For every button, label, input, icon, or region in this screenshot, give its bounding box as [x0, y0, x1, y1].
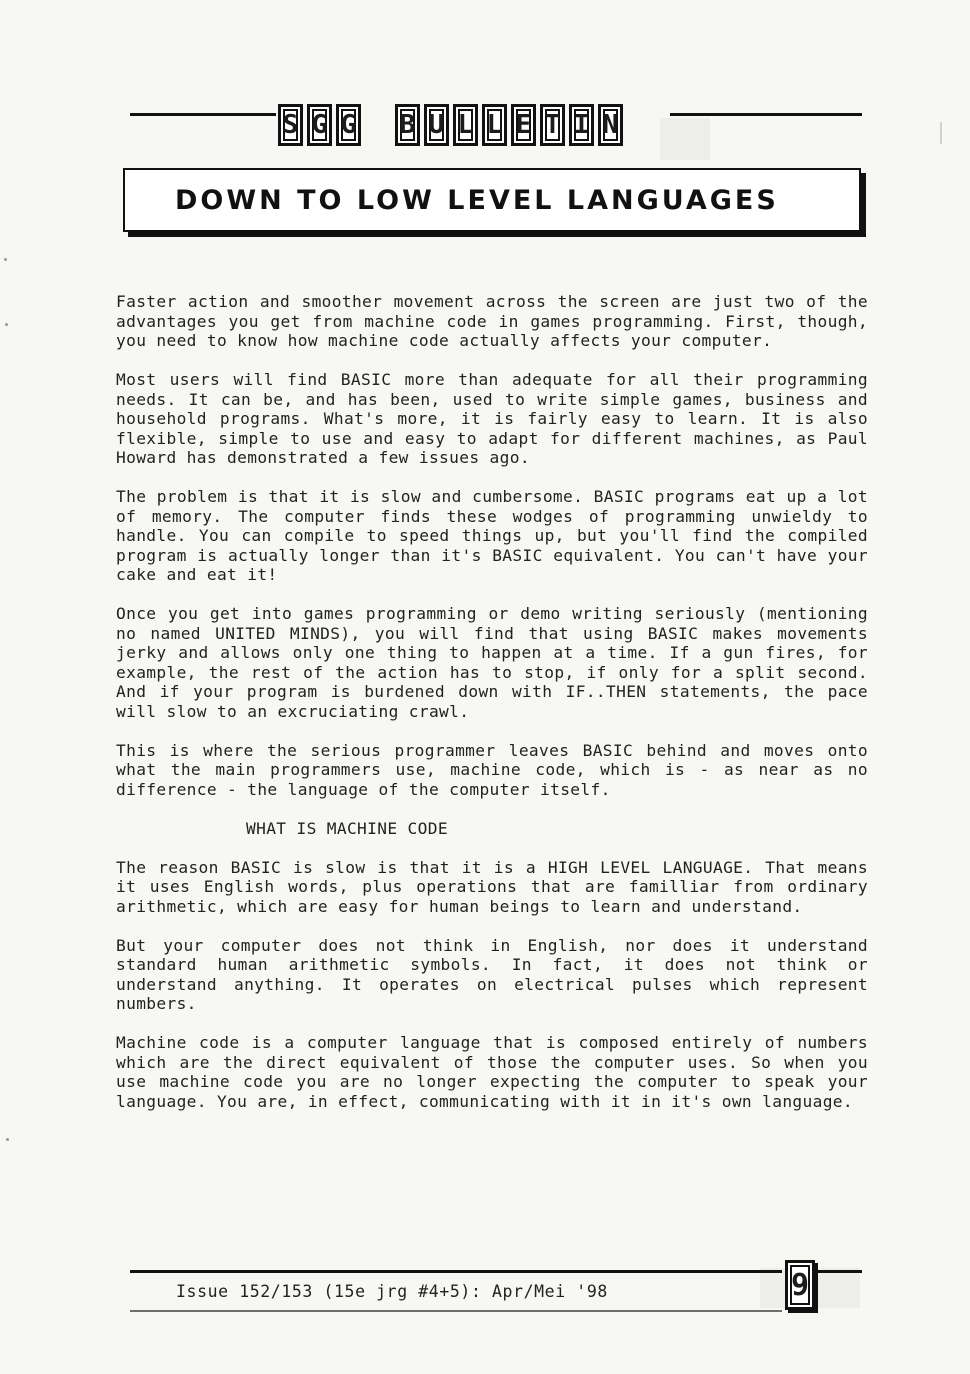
- logo-letter: L: [453, 104, 478, 146]
- margin-speck: [4, 258, 7, 261]
- banner-rule-right: [670, 113, 862, 116]
- logo-letter: G: [307, 104, 332, 146]
- logo-letter: G: [336, 104, 361, 146]
- logo-letter: B: [395, 104, 420, 146]
- logo-letter: T: [540, 104, 565, 146]
- article-body: [116, 292, 868, 1131]
- paragraph: The reason BASIC is slow is that it is a HIGH LEVEL LANGUAGE. That means it uses English words, plus operations that are familliar from ordinary arithmetic, which are easy for human beings to learn and understand.: [116, 857, 868, 916]
- logo-letter: U: [424, 104, 449, 146]
- margin-speck: [940, 122, 942, 144]
- issue-info: Issue 152/153 (15e jrg #4+5): Apr/Mei '98: [176, 1282, 608, 1301]
- logo-letter: E: [511, 104, 536, 146]
- paragraph: This is where the serious programmer leaves BASIC behind and moves onto what the main programmers use, machine code, which is - as near as no difference - the language of the computer itself.: [116, 740, 868, 799]
- footer-rule-top: [130, 1270, 782, 1273]
- margin-speck: [6, 1138, 9, 1141]
- sgg-bulletin-logo: [278, 104, 623, 146]
- footer-rule-bottom: [130, 1310, 782, 1312]
- bleed-through-mark: [660, 118, 710, 160]
- page-number: 9: [785, 1260, 815, 1310]
- banner-rule-left: [130, 113, 276, 116]
- logo-letter: I: [569, 104, 594, 146]
- paragraph: Faster action and smoother movement across the screen are just two of the advantages you get from machine code in games programming. First, though, you need to know how machine code actually affects your computer.: [116, 292, 868, 350]
- logo-letter: L: [482, 104, 507, 146]
- paragraph: Most users will find BASIC more than adequate for all their programming needs. It can be, and has been, used to write simple games, business and household programs. What's more, it is fairly easy to learn. It is also flexible, simple to use and easy to adapt for different machines, as Paul Howard has demonstrated a few issues ago.: [116, 370, 868, 467]
- section-subheading: WHAT IS MACHINE CODE: [246, 818, 448, 838]
- paragraph: Once you get into games programming or demo writing seriously (mentioning no named UNITED MINDS), you will find that using BASIC makes movements jerky and allows only one thing to happen at a time. If a gun fires, for example, the rest of the action has to stop, if only for a split second. And if your program is burdened down with IF..THEN statements, the pace will slow to an excruciating crawl.: [116, 604, 868, 721]
- footer-rule-top-right: [818, 1270, 862, 1273]
- article-title: DOWN TO LOW LEVEL LANGUAGES: [175, 184, 779, 216]
- article-title-box: [123, 168, 861, 232]
- paragraph: Machine code is a computer language that is composed entirely of numbers which are the direct equivalent of those the computer uses. So when you use machine code you are no longer expecting the computer to speak your language. You are, in effect, communicating with it in it's own language.: [116, 1033, 868, 1111]
- paragraph: But your computer does not think in English, nor does it understand standard human arithmetic symbols. In fact, it does not think or understand anything. It operates on electrical pulses which represent numbers.: [116, 935, 868, 1013]
- margin-speck: [5, 323, 8, 326]
- paragraph: The problem is that it is slow and cumbersome. BASIC programs eat up a lot of memory. The computer finds these wodges of programming unwieldy to handle. You can compile to speed things up, but you'll find the compiled program is actually longer than it's BASIC equivalent. You can't have your cake and eat it!: [116, 487, 868, 584]
- logo-letter: S: [278, 104, 303, 146]
- logo-letter: N: [598, 104, 623, 146]
